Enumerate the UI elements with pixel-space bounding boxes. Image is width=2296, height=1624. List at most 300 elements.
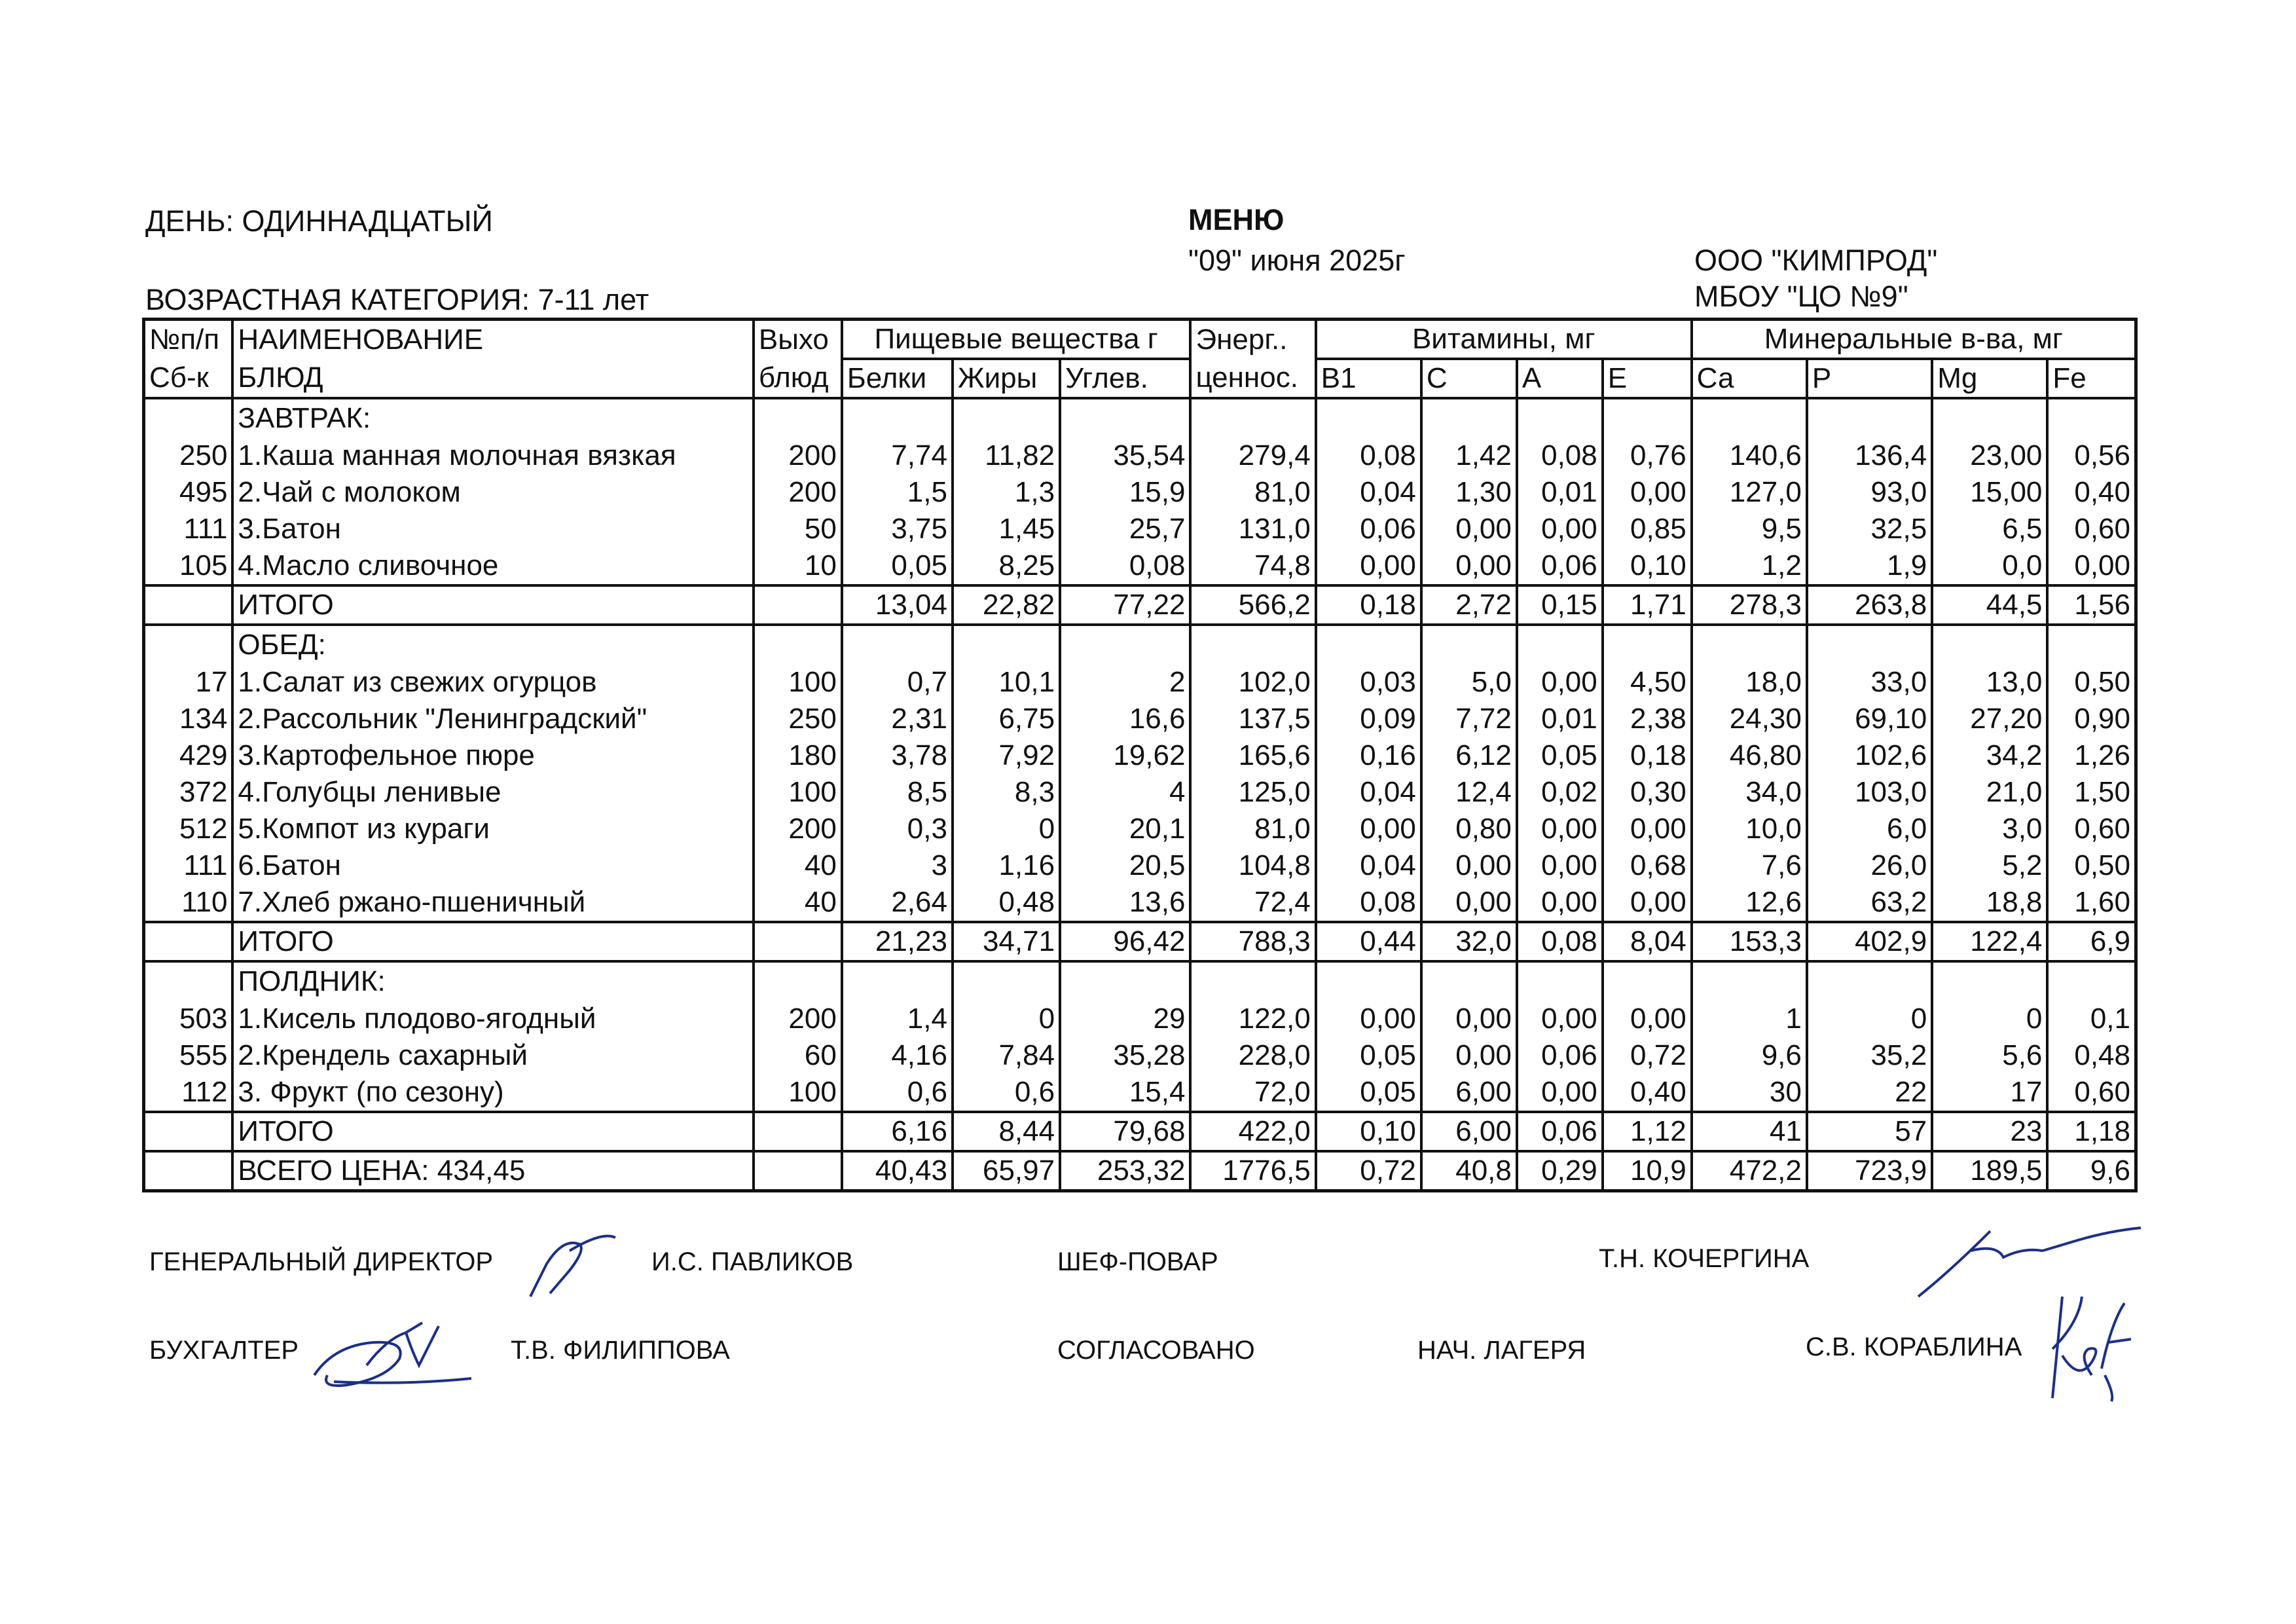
table-cell: 228,0 xyxy=(1190,1037,1315,1074)
accountant-title: БУХГАЛТЕР xyxy=(149,1336,299,1365)
table-cell: 0,7 xyxy=(842,664,953,701)
table-cell xyxy=(1807,625,1932,664)
table-cell: 4,16 xyxy=(842,1037,953,1074)
section-title: ПОЛДНИК: xyxy=(232,961,753,1001)
table-cell xyxy=(1932,625,2047,664)
table-cell: 6,00 xyxy=(1421,1112,1517,1151)
table-cell xyxy=(754,922,842,961)
col-energy-subheader: ценнос. xyxy=(1190,359,1315,398)
table-cell: 7,74 xyxy=(842,437,953,474)
chef-name: Т.Н. КОЧЕРГИНА xyxy=(1599,1244,1810,1273)
table-cell: 200 xyxy=(754,811,842,847)
table-cell: 0,06 xyxy=(1517,547,1603,585)
table-cell: 0 xyxy=(1807,1001,1932,1037)
table-cell: 13,6 xyxy=(1060,884,1190,922)
table-cell: 5.Компот из кураги xyxy=(232,811,753,847)
table-cell: 79,68 xyxy=(1060,1112,1190,1151)
table-cell: 1,60 xyxy=(2047,884,2136,922)
table-cell: 40 xyxy=(754,847,842,884)
table-cell: 555 xyxy=(179,1039,228,1071)
table-cell: 102,6 xyxy=(1807,737,1932,774)
table-cell: 57 xyxy=(1807,1112,1932,1151)
table-cell: 35,2 xyxy=(1807,1037,1932,1074)
table-cell: 0,44 xyxy=(1316,922,1421,961)
table-cell: 18,0 xyxy=(1692,664,1807,701)
table-cell: 21,0 xyxy=(1932,774,2047,811)
table-cell: ИТОГО xyxy=(232,1112,753,1151)
table-cell xyxy=(754,625,842,664)
table-cell: 2,64 xyxy=(842,884,953,922)
table-cell xyxy=(2047,961,2136,1001)
table-cell xyxy=(144,1151,233,1191)
table-cell: 4.Масло сливочное xyxy=(232,547,753,585)
table-cell: 100 xyxy=(754,1074,842,1112)
table-cell xyxy=(1060,398,1190,437)
school-name: МБОУ "ЦО №9" xyxy=(1694,280,1908,313)
table-cell: 34,71 xyxy=(953,922,1060,961)
table-cell: 19,62 xyxy=(1060,737,1190,774)
table-cell xyxy=(1517,961,1603,1001)
table-cell xyxy=(1932,398,2047,437)
table-cell: 372 xyxy=(179,776,228,808)
table-cell: 102,0 xyxy=(1190,664,1315,701)
table-cell xyxy=(1517,625,1603,664)
table-cell: 0,16 xyxy=(1316,737,1421,774)
table-cell: 0,60 xyxy=(2047,811,2136,847)
table-cell xyxy=(1692,961,1807,1001)
table-cell: 96,42 xyxy=(1060,922,1190,961)
table-cell: 93,0 xyxy=(1807,474,1932,511)
table-cell xyxy=(1060,961,1190,1001)
table-cell: 472,2 xyxy=(1692,1151,1807,1191)
table-cell xyxy=(1190,625,1315,664)
table-cell: 8,3 xyxy=(953,774,1060,811)
table-cell: 0,08 xyxy=(1517,922,1603,961)
table-cell: 0,15 xyxy=(1517,585,1603,625)
table-cell xyxy=(144,1112,233,1151)
table-cell xyxy=(144,585,233,625)
table-cell: 0,00 xyxy=(1316,811,1421,847)
table-cell: 7,92 xyxy=(953,737,1060,774)
table-cell: 0,00 xyxy=(1517,511,1603,547)
table-cell: 15,00 xyxy=(1932,474,2047,511)
table-cell: 15,4 xyxy=(1060,1074,1190,1112)
col-output-subheader: блюд xyxy=(754,359,842,398)
table-cell: 0 xyxy=(953,1001,1060,1037)
table-cell: 788,3 xyxy=(1190,922,1315,961)
table-cell xyxy=(754,585,842,625)
grand-total-row xyxy=(144,1151,2136,1191)
table-row xyxy=(144,1037,2136,1074)
section-title-row xyxy=(144,625,2136,664)
table-cell: 0,00 xyxy=(1421,1001,1517,1037)
col-num-header: №п/п xyxy=(149,323,220,356)
table-cell: 422,0 xyxy=(1190,1112,1315,1151)
table-cell xyxy=(1316,961,1421,1001)
table-cell xyxy=(144,922,233,961)
table-cell: 0,00 xyxy=(1603,884,1692,922)
table-cell: 110 xyxy=(181,886,228,918)
table-cell: 0,29 xyxy=(1517,1151,1603,1191)
table-cell: 27,20 xyxy=(1932,701,2047,737)
table-cell: 21,23 xyxy=(842,922,953,961)
table-cell xyxy=(1421,625,1517,664)
table-cell: 140,6 xyxy=(1692,437,1807,474)
table-cell: 1.Каша манная молочная вязкая xyxy=(232,437,753,474)
table-cell: 0,40 xyxy=(2047,474,2136,511)
table-cell: 0,05 xyxy=(1316,1074,1421,1112)
camp-title: НАЧ. ЛАГЕРЯ xyxy=(1417,1336,1586,1365)
table-cell: 33,0 xyxy=(1807,664,1932,701)
table-cell: 180 xyxy=(754,737,842,774)
table-cell: 40,43 xyxy=(842,1151,953,1191)
table-cell xyxy=(842,398,953,437)
table-cell: 0,08 xyxy=(1517,437,1603,474)
table-cell: 1,30 xyxy=(1421,474,1517,511)
table-row xyxy=(144,547,2136,585)
table-cell: 512 xyxy=(179,813,228,845)
table-cell: 0,04 xyxy=(1316,847,1421,884)
table-cell: 111 xyxy=(183,513,228,545)
table-cell: 0,00 xyxy=(1603,1001,1692,1037)
col-mg-header: Mg xyxy=(1932,359,2047,398)
table-cell: 0,00 xyxy=(1517,847,1603,884)
table-cell: 0,6 xyxy=(953,1074,1060,1112)
table-cell: 10 xyxy=(754,547,842,585)
table-cell: 250 xyxy=(754,701,842,737)
table-cell: 25,7 xyxy=(1060,511,1190,547)
table-cell: 0,09 xyxy=(1316,701,1421,737)
table-cell: 50 xyxy=(754,511,842,547)
table-cell: 0,00 xyxy=(1517,664,1603,701)
col-a-header: А xyxy=(1517,359,1603,398)
table-cell: 429 xyxy=(179,739,228,771)
table-cell: 122,0 xyxy=(1190,1001,1315,1037)
table-cell xyxy=(953,961,1060,1001)
table-cell: 1.Кисель плодово-ягодный xyxy=(232,1001,753,1037)
table-cell: 2,31 xyxy=(842,701,953,737)
col-e-header: Е xyxy=(1603,359,1692,398)
table-cell: 0,08 xyxy=(1060,547,1190,585)
table-cell: 134 xyxy=(179,703,228,735)
table-cell: 77,22 xyxy=(1060,585,1190,625)
table-cell: 1,42 xyxy=(1421,437,1517,474)
table-cell: 13,04 xyxy=(842,585,953,625)
table-cell: 9,6 xyxy=(1692,1037,1807,1074)
table-cell: 0,00 xyxy=(1316,547,1421,585)
table-cell: 0,60 xyxy=(2047,511,2136,547)
col-minerals-header: Минеральные в-ва, мг xyxy=(1692,320,2136,360)
table-cell: 41 xyxy=(1692,1112,1807,1151)
table-cell: 0,05 xyxy=(1517,737,1603,774)
table-cell: 6,5 xyxy=(1932,511,2047,547)
table-cell: 1,5 xyxy=(842,474,953,511)
day-label: ДЕНЬ: ОДИННАДЦАТЫЙ xyxy=(145,204,493,238)
table-cell: 100 xyxy=(754,664,842,701)
table-cell: 20,5 xyxy=(1060,847,1190,884)
table-cell: 1,9 xyxy=(1807,547,1932,585)
col-name-subheader: БЛЮД xyxy=(232,359,753,398)
table-cell: 0,40 xyxy=(1603,1074,1692,1112)
table-cell: 0,05 xyxy=(1316,1037,1421,1074)
table-row xyxy=(144,847,2136,884)
table-cell: 63,2 xyxy=(1807,884,1932,922)
table-cell: 3. Фрукт (по сезону) xyxy=(232,1074,753,1112)
table-cell: 1,56 xyxy=(2047,585,2136,625)
table-cell: 10,1 xyxy=(953,664,1060,701)
table-cell: 153,3 xyxy=(1692,922,1807,961)
table-cell: 0,00 xyxy=(1316,1001,1421,1037)
accountant-signature xyxy=(308,1313,478,1398)
table-cell: 9,5 xyxy=(1692,511,1807,547)
table-cell: 189,5 xyxy=(1932,1151,2047,1191)
table-cell: 0,48 xyxy=(2047,1037,2136,1074)
table-cell: 23 xyxy=(1932,1112,2047,1151)
table-cell: 8,25 xyxy=(953,547,1060,585)
table-cell: 0 xyxy=(1932,1001,2047,1037)
table-cell xyxy=(1190,398,1315,437)
table-row xyxy=(144,511,2136,547)
table-cell: 24,30 xyxy=(1692,701,1807,737)
table-cell: 60 xyxy=(754,1037,842,1074)
table-row xyxy=(144,701,2136,737)
table-cell: 0,60 xyxy=(2047,1074,2136,1112)
table-cell: 34,0 xyxy=(1692,774,1807,811)
table-cell: 2,38 xyxy=(1603,701,1692,737)
table-cell: 72,0 xyxy=(1190,1074,1315,1112)
table-cell: 104,8 xyxy=(1190,847,1315,884)
table-cell xyxy=(754,398,842,437)
table-cell: 0,00 xyxy=(1421,884,1517,922)
col-protein-header: Белки xyxy=(842,359,953,398)
table-cell xyxy=(1807,398,1932,437)
table-cell: 81,0 xyxy=(1190,474,1315,511)
table-cell: 105 xyxy=(179,549,228,581)
table-cell: 165,6 xyxy=(1190,737,1315,774)
table-cell xyxy=(754,1112,842,1151)
table-cell: 6,12 xyxy=(1421,737,1517,774)
table-cell xyxy=(1692,625,1807,664)
table-cell xyxy=(1932,961,2047,1001)
table-cell: ИТОГО xyxy=(232,585,753,625)
table-cell: 1,3 xyxy=(953,474,1060,511)
table-cell: 136,4 xyxy=(1807,437,1932,474)
table-cell: 2 xyxy=(1060,664,1190,701)
table-cell: 0,48 xyxy=(953,884,1060,922)
table-cell xyxy=(144,961,233,1001)
section-title: ЗАВТРАК: xyxy=(232,398,753,437)
table-cell: 0,6 xyxy=(842,1074,953,1112)
table-cell: 12,6 xyxy=(1692,884,1807,922)
table-cell: 4,50 xyxy=(1603,664,1692,701)
table-cell: 44,5 xyxy=(1932,585,2047,625)
table-cell: 0,05 xyxy=(842,547,953,585)
table-cell: 3.Картофельное пюре xyxy=(232,737,753,774)
table-cell: 125,0 xyxy=(1190,774,1315,811)
table-cell: 200 xyxy=(754,437,842,474)
table-cell: 69,10 xyxy=(1807,701,1932,737)
table-cell: 46,80 xyxy=(1692,737,1807,774)
table-cell: 5,6 xyxy=(1932,1037,2047,1074)
table-cell: 0,80 xyxy=(1421,811,1517,847)
table-cell: 72,4 xyxy=(1190,884,1315,922)
table-cell xyxy=(953,398,1060,437)
table-cell: 1,50 xyxy=(2047,774,2136,811)
table-row xyxy=(144,664,2136,701)
table-cell: 8,04 xyxy=(1603,922,1692,961)
table-cell: 10,0 xyxy=(1692,811,1807,847)
table-row xyxy=(144,811,2136,847)
table-cell: 10,9 xyxy=(1603,1151,1692,1191)
table-cell: 0,72 xyxy=(1316,1151,1421,1191)
table-row xyxy=(144,884,2136,922)
table-cell: 8,5 xyxy=(842,774,953,811)
table-cell xyxy=(754,961,842,1001)
director-name: И.С. ПАВЛИКОВ xyxy=(651,1247,854,1276)
age-category: ВОЗРАСТНАЯ КАТЕГОРИЯ: 7-11 лет xyxy=(145,283,649,316)
table-cell: 17 xyxy=(1932,1074,2047,1112)
table-cell: 131,0 xyxy=(1190,511,1315,547)
table-cell: 7,72 xyxy=(1421,701,1517,737)
table-cell: 1,18 xyxy=(2047,1112,2136,1151)
table-cell: 30 xyxy=(1692,1074,1807,1112)
agreed-label: СОГЛАСОВАНО xyxy=(1057,1336,1255,1365)
table-cell: 0,00 xyxy=(1603,811,1692,847)
table-cell: 17 xyxy=(195,666,228,698)
table-cell: 723,9 xyxy=(1807,1151,1932,1191)
table-cell: 1.Салат из свежих огурцов xyxy=(232,664,753,701)
table-cell: 0,00 xyxy=(1421,847,1517,884)
table-cell xyxy=(842,961,953,1001)
table-cell: 0,04 xyxy=(1316,774,1421,811)
table-cell: 0,50 xyxy=(2047,664,2136,701)
table-cell: 6,9 xyxy=(2047,922,2136,961)
table-cell: 22 xyxy=(1807,1074,1932,1112)
table-cell: 0,3 xyxy=(842,811,953,847)
table-cell: 0,00 xyxy=(1517,811,1603,847)
table-cell: 34,2 xyxy=(1932,737,2047,774)
table-cell: 0,00 xyxy=(2047,547,2136,585)
table-cell: 32,0 xyxy=(1421,922,1517,961)
table-cell: 0,08 xyxy=(1316,884,1421,922)
table-cell: 6,75 xyxy=(953,701,1060,737)
table-header-row-1 xyxy=(144,320,2136,360)
table-cell: 8,44 xyxy=(953,1112,1060,1151)
table-cell: 1 xyxy=(1692,1001,1807,1037)
table-cell xyxy=(144,625,233,664)
table-cell xyxy=(1807,961,1932,1001)
table-cell: 250 xyxy=(179,439,228,471)
table-row xyxy=(144,437,2136,474)
table-cell: 0,00 xyxy=(1421,511,1517,547)
section-title: ОБЕД: xyxy=(232,625,753,664)
table-cell: 1,16 xyxy=(953,847,1060,884)
table-cell xyxy=(1421,398,1517,437)
table-cell: 65,97 xyxy=(953,1151,1060,1191)
table-cell: 278,3 xyxy=(1692,585,1807,625)
table-cell: 0,18 xyxy=(1603,737,1692,774)
table-cell: 137,5 xyxy=(1190,701,1315,737)
col-nutrients-header: Пищевые вещества г xyxy=(842,320,1191,360)
table-cell xyxy=(1060,625,1190,664)
table-cell: 0,04 xyxy=(1316,474,1421,511)
table-cell: 7,84 xyxy=(953,1037,1060,1074)
table-cell: 35,54 xyxy=(1060,437,1190,474)
table-cell xyxy=(1692,398,1807,437)
menu-table-body xyxy=(144,320,2136,1191)
table-row xyxy=(144,1001,2136,1037)
table-cell: 15,9 xyxy=(1060,474,1190,511)
table-cell: 0,00 xyxy=(1517,1074,1603,1112)
table-cell: 2.Рассольник "Ленинградский" xyxy=(232,701,753,737)
table-cell xyxy=(2047,398,2136,437)
table-cell: 7.Хлеб ржано-пшеничный xyxy=(232,884,753,922)
table-cell: 0,10 xyxy=(1316,1112,1421,1151)
table-cell: 0,02 xyxy=(1517,774,1603,811)
table-cell: 9,6 xyxy=(2047,1151,2136,1191)
table-cell: 23,00 xyxy=(1932,437,2047,474)
table-cell: 495 xyxy=(179,476,228,508)
table-cell: 253,32 xyxy=(1060,1151,1190,1191)
table-cell: 0,00 xyxy=(1517,884,1603,922)
table-cell: 74,8 xyxy=(1190,547,1315,585)
table-cell xyxy=(1603,398,1692,437)
table-cell: 0,00 xyxy=(1421,1037,1517,1074)
table-cell: 0,06 xyxy=(1517,1112,1603,1151)
table-cell: 5,0 xyxy=(1421,664,1517,701)
table-cell: 0,56 xyxy=(2047,437,2136,474)
table-cell: 16,6 xyxy=(1060,701,1190,737)
table-cell: 0,0 xyxy=(1932,547,2047,585)
table-cell: 12,4 xyxy=(1421,774,1517,811)
table-cell: 3.Батон xyxy=(232,511,753,547)
table-cell: 13,0 xyxy=(1932,664,2047,701)
table-cell: 3,0 xyxy=(1932,811,2047,847)
director-title: ГЕНЕРАЛЬНЫЙ ДИРЕКТОР xyxy=(149,1247,494,1276)
table-cell: 2.Крендель сахарный xyxy=(232,1037,753,1074)
table-cell: 81,0 xyxy=(1190,811,1315,847)
table-header-row-2 xyxy=(144,359,2136,398)
table-cell: 122,4 xyxy=(1932,922,2047,961)
col-vitamins-header: Витамины, мг xyxy=(1316,320,1692,360)
table-cell: 35,28 xyxy=(1060,1037,1190,1074)
table-cell: 0,01 xyxy=(1517,474,1603,511)
accountant-name: Т.В. ФИЛИППОВА xyxy=(511,1336,730,1365)
table-cell xyxy=(1517,398,1603,437)
table-cell: 2.Чай с молоком xyxy=(232,474,753,511)
table-cell: 6,16 xyxy=(842,1112,953,1151)
table-cell: 3,75 xyxy=(842,511,953,547)
table-cell: 402,9 xyxy=(1807,922,1932,961)
col-carb-header: Углев. xyxy=(1060,359,1190,398)
table-cell: 0,00 xyxy=(1421,547,1517,585)
col-fat-header: Жиры xyxy=(953,359,1060,398)
table-cell: 0,85 xyxy=(1603,511,1692,547)
table-cell: 4 xyxy=(1060,774,1190,811)
table-cell: 0,72 xyxy=(1603,1037,1692,1074)
table-cell: 0,01 xyxy=(1517,701,1603,737)
table-cell: 0,06 xyxy=(1517,1037,1603,1074)
table-cell xyxy=(1603,625,1692,664)
company-name: ООО "КИМПРОД" xyxy=(1694,244,1938,277)
table-row xyxy=(144,474,2136,511)
table-cell: 0 xyxy=(953,811,1060,847)
section-title-row xyxy=(144,398,2136,437)
table-cell: 0,18 xyxy=(1316,585,1421,625)
table-cell: 111 xyxy=(183,849,228,881)
table-cell: 40 xyxy=(754,884,842,922)
table-cell: ВСЕГО ЦЕНА: 434,45 xyxy=(232,1151,753,1191)
